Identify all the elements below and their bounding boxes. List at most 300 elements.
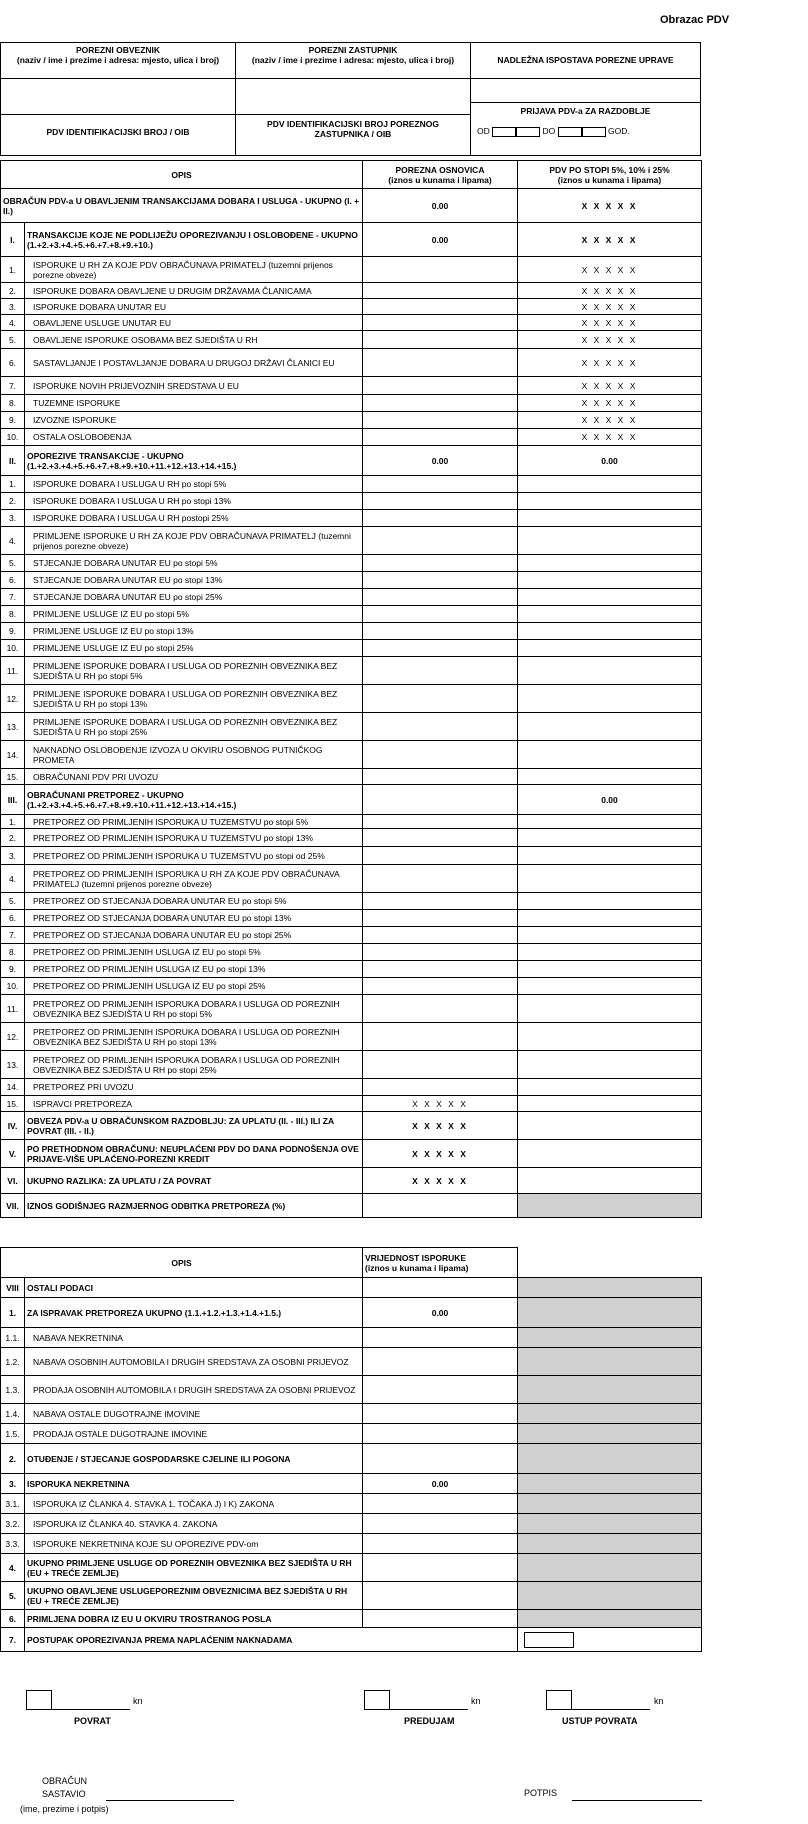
vat-amount-cell[interactable] <box>518 961 702 978</box>
table-row <box>1 847 702 865</box>
vat-amount-cell[interactable] <box>518 815 702 829</box>
table-row <box>1 1534 702 1554</box>
od-month-box[interactable] <box>516 127 540 137</box>
row-number: 6. <box>1 572 25 589</box>
table-row <box>1 927 702 944</box>
row-number: 10. <box>1 429 25 446</box>
row-number: 1.1. <box>1 1328 25 1348</box>
value-cell[interactable] <box>363 1424 518 1444</box>
row-number: 14. <box>1 1079 25 1096</box>
table-row <box>1 995 702 1023</box>
ustup-label: USTUP POVRATA <box>562 1716 638 1726</box>
vat-amount-cell[interactable] <box>518 493 702 510</box>
base-amount-cell[interactable] <box>363 283 518 299</box>
value-cell[interactable] <box>363 1582 518 1610</box>
vat-amount-cell[interactable] <box>518 685 702 713</box>
row-label: OSTALA OSLOBOĐENJA <box>25 429 363 446</box>
row-label: PRODAJA OSOBNIH AUTOMOBILA I DRUGIH SREDSTAVA ZA OSOBNI PRIJEVOZ <box>25 1376 363 1404</box>
row-label: PRIMLJENE ISPORUKE DOBARA I USLUGA OD POREZNIH OBVEZNIKA BEZ SJEDIŠTA U RH po stopi 5% <box>25 657 363 685</box>
grey-cell <box>518 1444 702 1474</box>
base-amount-cell[interactable] <box>363 785 518 815</box>
vat-amount-cell[interactable] <box>518 769 702 785</box>
grey-cell <box>518 1404 702 1424</box>
row-label: OBRAČUNANI PRETPOREZ - UKUPNO (1.+2.+3.+4.+5.+6.+7.+8.+9.+10.+11.+12.+13.+14.+15.) <box>25 785 363 815</box>
row-number: 1.3. <box>1 1376 25 1404</box>
value-cell[interactable] <box>363 1494 518 1514</box>
do-day-box[interactable] <box>558 127 582 137</box>
base-amount-cell[interactable] <box>363 510 518 527</box>
payment-method-checkbox[interactable] <box>524 1632 574 1648</box>
row-number: II. <box>1 446 25 476</box>
vat-amount-cell[interactable] <box>518 847 702 865</box>
row-label: PRETPOREZ OD PRIMLJENIH USLUGA IZ EU po stopi 5% <box>25 944 363 961</box>
table-row <box>1 589 702 606</box>
row-label: PO PRETHODNOM OBRAČUNU: NEUPLAĆENI PDV DO DANA PODNOŠENJA OVE PRIJAVE-VIŠE UPLAĆENO-POREZNI KREDIT <box>25 1140 363 1168</box>
predujam-kn: kn <box>471 1696 481 1706</box>
table-row <box>1 829 702 847</box>
base-amount-cell[interactable] <box>363 377 518 395</box>
row-label: PRETPOREZ OD PRIMLJENIH ISPORUKA DOBARA I USLUGA OD POREZNIH OBVEZNIKA BEZ SJEDIŠTA U RH po stopi 13% <box>25 1023 363 1051</box>
row-label: ISPRAVCI PRETPOREZA <box>25 1096 363 1112</box>
base-amount-cell[interactable] <box>363 589 518 606</box>
row-number: 3.3. <box>1 1534 25 1554</box>
period-fields <box>471 126 700 137</box>
table-row <box>1 623 702 640</box>
grey-cell <box>518 1610 702 1628</box>
predujam-checkbox[interactable] <box>364 1690 390 1710</box>
table-row <box>1 944 702 961</box>
row-label: NABAVA NEKRETNINA <box>25 1328 363 1348</box>
base-amount-cell[interactable] <box>363 995 518 1023</box>
base-amount-cell[interactable] <box>363 713 518 741</box>
grey-cell <box>518 1534 702 1554</box>
table-row <box>1 1514 702 1534</box>
other-data-table <box>0 1247 702 1652</box>
row-label: PRIMLJENE ISPORUKE DOBARA I USLUGA OD POREZNIH OBVEZNIKA BEZ SJEDIŠTA U RH po stopi 25% <box>25 713 363 741</box>
base-amount-cell[interactable] <box>363 769 518 785</box>
row-label: PRIMLJENE USLUGE IZ EU po stopi 25% <box>25 640 363 657</box>
grey-cell <box>518 1474 702 1494</box>
vat-amount-cell[interactable] <box>518 1079 702 1096</box>
vat-amount-cell[interactable] <box>518 640 702 657</box>
grey-cell <box>518 1298 702 1328</box>
vat-amount-cell[interactable] <box>518 657 702 685</box>
table-row <box>1 606 702 623</box>
table-row <box>1 315 702 331</box>
base-amount-cell[interactable] <box>363 1079 518 1096</box>
table-row <box>1 1298 702 1328</box>
row-number: 15. <box>1 769 25 785</box>
base-amount-cell[interactable] <box>363 829 518 847</box>
vat-amount-cell[interactable] <box>518 1168 702 1194</box>
vat-amount-cell[interactable] <box>518 572 702 589</box>
row-number: III. <box>1 785 25 815</box>
row-number: VII. <box>1 1194 25 1218</box>
row-label: OBRAČUN PDV-a U OBAVLJENIM TRANSAKCIJAMA DOBARA I USLUGA - UKUPNO (I. + II.) <box>1 189 363 223</box>
row-label: ISPORUKE DOBARA I USLUGA U RH po stopi 5% <box>25 476 363 493</box>
row-number: 10. <box>1 978 25 995</box>
table-row <box>1 349 702 377</box>
base-amount-cell[interactable] <box>363 315 518 331</box>
row-number: 11. <box>1 995 25 1023</box>
table-row <box>1 1096 702 1112</box>
row-label: PRETPOREZ OD PRIMLJENIH ISPORUKA U TUZEMSTVU po stopi od 25% <box>25 847 363 865</box>
row-label: STJECANJE DOBARA UNUTAR EU po stopi 25% <box>25 589 363 606</box>
potpis-line[interactable] <box>572 1800 702 1801</box>
row-label: OBRAČUNANI PDV PRI UVOZU <box>25 769 363 785</box>
god-label: GOD. <box>608 126 630 136</box>
tax-office-label: NADLEŽNA ISPOSTAVA POREZNE UPRAVE <box>471 43 700 79</box>
base-amount-cell[interactable] <box>363 572 518 589</box>
row-label: TUZEMNE ISPORUKE <box>25 395 363 412</box>
row-label: ISPORUKE DOBARA I USLUGA U RH postopi 25% <box>25 510 363 527</box>
vat-amount-cell[interactable] <box>518 527 702 555</box>
table-row <box>1 785 702 815</box>
base-amount-cell[interactable] <box>363 555 518 572</box>
col-empty <box>518 1248 702 1278</box>
vat-amount-cell: X X X X X <box>518 189 702 223</box>
row-label: ISPORUKA IZ ČLANKA 4. STAVKA 1. TOČAKA J) I K) ZAKONA <box>25 1494 363 1514</box>
row-number: 15. <box>1 1096 25 1112</box>
table-row <box>1 978 702 995</box>
row-number: 9. <box>1 961 25 978</box>
base-amount-cell[interactable] <box>363 349 518 377</box>
row-label: UKUPNO PRIMLJENE USLUGE OD POREZNIH OBVEZNIKA BEZ SJEDIŠTA U RH (EU + TREĆE ZEMLJE) <box>25 1554 363 1582</box>
table-row <box>1 493 702 510</box>
grey-cell <box>518 1514 702 1534</box>
row-label: PRETPOREZ OD STJECANJA DOBARA UNUTAR EU po stopi 25% <box>25 927 363 944</box>
value-cell[interactable] <box>363 1610 518 1628</box>
base-amount-cell[interactable] <box>363 910 518 927</box>
row-number: V. <box>1 1140 25 1168</box>
tax-office-field[interactable] <box>471 79 700 103</box>
base-amount-cell[interactable] <box>363 299 518 315</box>
sastavio-line[interactable] <box>106 1800 234 1801</box>
row-number: 10. <box>1 640 25 657</box>
row-number: 4. <box>1 1554 25 1582</box>
value-cell[interactable] <box>363 1554 518 1582</box>
row-label: PRETPOREZ OD PRIMLJENIH USLUGA IZ EU po stopi 13% <box>25 961 363 978</box>
representative-field[interactable] <box>236 79 471 115</box>
base-amount-cell[interactable] <box>363 944 518 961</box>
povrat-line <box>52 1709 130 1710</box>
table-row <box>1 1610 702 1628</box>
predujam-label: PREDUJAM <box>404 1716 455 1726</box>
row-label: OBAVLJENE ISPORUKE OSOBAMA BEZ SJEDIŠTA U RH <box>25 331 363 349</box>
row-label: PRETPOREZ OD PRIMLJENIH ISPORUKA DOBARA I USLUGA OD POREZNIH OBVEZNIKA BEZ SJEDIŠTA U RH po stopi 25% <box>25 1051 363 1079</box>
base-amount-cell[interactable] <box>363 493 518 510</box>
base-amount-cell[interactable] <box>363 331 518 349</box>
base-amount-cell[interactable] <box>363 865 518 893</box>
table-row <box>1 223 702 257</box>
row-number: 3. <box>1 1474 25 1494</box>
vat-amount-cell: X X X X X <box>518 299 702 315</box>
table-row <box>1 657 702 685</box>
table-row <box>1 865 702 893</box>
taxpayer-label: POREZNI OBVEZNIK (naziv / ime i prezime i adresa: mjesto, ulica i broj) <box>1 43 236 79</box>
vat-amount-cell: X X X X X <box>518 377 702 395</box>
row-number: 1.2. <box>1 1348 25 1376</box>
vat-amount-cell[interactable] <box>518 1023 702 1051</box>
grey-cell <box>518 1278 702 1298</box>
table-row <box>1 1079 702 1096</box>
value-cell[interactable] <box>363 1278 518 1298</box>
row-label: PRODAJA OSTALE DUGOTRAJNE IMOVINE <box>25 1424 363 1444</box>
row-number: 5. <box>1 555 25 572</box>
od-day-box[interactable] <box>492 127 516 137</box>
row-label: POSTUPAK OPOREZIVANJA PREMA NAPLAĆENIM NAKNADAMA <box>25 1628 518 1652</box>
table-row <box>1 527 702 555</box>
table-row <box>1 395 702 412</box>
vat-amount-cell[interactable] <box>518 995 702 1023</box>
base-amount-cell[interactable] <box>363 961 518 978</box>
base-amount-cell[interactable] <box>363 412 518 429</box>
table-row <box>1 1582 702 1610</box>
row-number: 5. <box>1 893 25 910</box>
row-label: PRETPOREZ OD PRIMLJENIH USLUGA IZ EU po stopi 25% <box>25 978 363 995</box>
vat-amount-cell[interactable] <box>518 978 702 995</box>
row-number: 4. <box>1 865 25 893</box>
base-amount-cell[interactable] <box>363 527 518 555</box>
vat-amount-cell[interactable] <box>518 476 702 493</box>
base-amount-cell[interactable] <box>363 847 518 865</box>
value-cell[interactable]: 0.00 <box>363 1298 518 1328</box>
base-amount-cell[interactable] <box>363 1051 518 1079</box>
povrat-checkbox[interactable] <box>26 1690 52 1710</box>
row-label: PRIMLJENE USLUGE IZ EU po stopi 5% <box>25 606 363 623</box>
vat-amount-cell[interactable] <box>518 741 702 769</box>
base-amount-cell[interactable] <box>363 623 518 640</box>
vat-amount-cell[interactable] <box>518 829 702 847</box>
value-cell[interactable]: 0.00 <box>363 1474 518 1494</box>
table-row <box>1 429 702 446</box>
row-label: PRETPOREZ OD PRIMLJENIH ISPORUKA DOBARA I USLUGA OD POREZNIH OBVEZNIKA BEZ SJEDIŠTA U RH po stopi 5% <box>25 995 363 1023</box>
table-row <box>1 377 702 395</box>
table-row <box>1 1404 702 1424</box>
vat-amount-cell[interactable] <box>518 1140 702 1168</box>
oib-label: PDV IDENTIFIKACIJSKI BROJ / OIB <box>1 115 236 155</box>
base-amount-cell[interactable] <box>363 657 518 685</box>
row-number: 12. <box>1 1023 25 1051</box>
vat-amount-cell: X X X X X <box>518 283 702 299</box>
base-amount-cell[interactable] <box>363 257 518 283</box>
header-block <box>0 42 701 156</box>
row-label: PRETPOREZ OD PRIMLJENIH ISPORUKA U RH ZA KOJE PDV OBRAČUNAVA PRIMATELJ (tuzemni prijenos porezne obveze) <box>25 865 363 893</box>
value-cell[interactable] <box>363 1514 518 1534</box>
vat-amount-cell: X X X X X <box>518 395 702 412</box>
row-number: 13. <box>1 1051 25 1079</box>
ustup-kn: kn <box>654 1696 664 1706</box>
base-amount-cell[interactable]: 0.00 <box>363 189 518 223</box>
table-row <box>1 1444 702 1474</box>
base-amount-cell[interactable] <box>363 476 518 493</box>
row-label: OBVEZA PDV-a U OBRAČUNSKOM RAZDOBLJU: ZA UPLATU (II. - III.) ILI ZA POVRAT (III. - II.) <box>25 1112 363 1140</box>
row-label: PRETPOREZ OD STJECANJA DOBARA UNUTAR EU po stopi 5% <box>25 893 363 910</box>
table-row <box>1 1328 702 1348</box>
table-row <box>1 510 702 527</box>
table-row <box>1 1628 702 1652</box>
table-row <box>1 640 702 657</box>
table-row <box>1 1554 702 1582</box>
vat-amount-cell[interactable] <box>518 510 702 527</box>
row-number: 11. <box>1 657 25 685</box>
row-label: ISPORUKE U RH ZA KOJE PDV OBRAČUNAVA PRIMATELJ (tuzemni prijenos porezne obveze) <box>25 257 363 283</box>
table-row <box>1 1494 702 1514</box>
vat-amount-cell[interactable] <box>518 713 702 741</box>
value-cell[interactable] <box>363 1444 518 1474</box>
base-amount-cell[interactable]: 0.00 <box>363 223 518 257</box>
row-number: 1. <box>1 257 25 283</box>
table-row <box>1 713 702 741</box>
value-cell[interactable] <box>363 1328 518 1348</box>
predujam-line <box>390 1709 468 1710</box>
row-number: 7. <box>1 589 25 606</box>
vat-amount-cell[interactable] <box>518 1051 702 1079</box>
row-label: PRIMLJENA DOBRA IZ EU U OKVIRU TROSTRANOG POSLA <box>25 1610 363 1628</box>
taxpayer-field[interactable] <box>1 79 236 115</box>
row-number: 5. <box>1 1582 25 1610</box>
table-row <box>1 1424 702 1444</box>
value-cell[interactable] <box>363 1348 518 1376</box>
value-cell[interactable] <box>363 1376 518 1404</box>
row-number: 6. <box>1 910 25 927</box>
row-label: OSTALI PODACI <box>25 1278 363 1298</box>
sastavio-label: SASTAVIO <box>42 1789 86 1799</box>
base-amount-cell[interactable] <box>363 685 518 713</box>
row-number: 8. <box>1 944 25 961</box>
grey-cell <box>518 1424 702 1444</box>
row-number: 3. <box>1 847 25 865</box>
vat-amount-cell[interactable] <box>518 1112 702 1140</box>
row-number: IV. <box>1 1112 25 1140</box>
form-title: Obrazac PDV <box>660 14 730 26</box>
row-label: PRETPOREZ OD STJECANJA DOBARA UNUTAR EU po stopi 13% <box>25 910 363 927</box>
row-label: SASTAVLJANJE I POSTAVLJANJE DOBARA U DRUGOJ DRŽAVI ČLANICI EU <box>25 349 363 377</box>
base-amount-cell[interactable] <box>363 395 518 412</box>
base-amount-cell[interactable] <box>363 429 518 446</box>
base-amount-cell[interactable] <box>363 640 518 657</box>
row-number: 2. <box>1 829 25 847</box>
vat-amount-cell[interactable] <box>518 1096 702 1112</box>
base-amount-cell[interactable] <box>363 1023 518 1051</box>
row-label: ISPORUKE DOBARA UNUTAR EU <box>25 299 363 315</box>
row-number: 14. <box>1 741 25 769</box>
vat-amount-cell[interactable] <box>518 606 702 623</box>
vat-amount-cell[interactable]: 0.00 <box>518 785 702 815</box>
table-row <box>1 685 702 713</box>
potpis-label: POTPIS <box>524 1788 558 1798</box>
row-number: 6. <box>1 349 25 377</box>
table-row <box>1 331 702 349</box>
value-cell[interactable] <box>363 1534 518 1554</box>
base-amount-cell[interactable] <box>363 927 518 944</box>
vat-amount-cell[interactable] <box>518 927 702 944</box>
row-label: STJECANJE DOBARA UNUTAR EU po stopi 5% <box>25 555 363 572</box>
vat-amount-cell: X X X X X <box>518 349 702 377</box>
table-row <box>1 189 702 223</box>
grey-cell <box>518 1348 702 1376</box>
table-row <box>1 769 702 785</box>
checkbox-cell[interactable] <box>518 1628 702 1652</box>
row-label: ISPORUKE NOVIH PRIJEVOZNIH SREDSTAVA U EU <box>25 377 363 395</box>
table-row <box>1 1348 702 1376</box>
vat-amount-cell[interactable] <box>518 589 702 606</box>
table-row <box>1 1051 702 1079</box>
row-number: 3.2. <box>1 1514 25 1534</box>
row-number: 2. <box>1 283 25 299</box>
row-label: PRETPOREZ OD PRIMLJENIH ISPORUKA U TUZEMSTVU po stopi 13% <box>25 829 363 847</box>
vat-amount-cell: X X X X X <box>518 331 702 349</box>
row-label: PRIMLJENE ISPORUKE U RH ZA KOJE PDV OBRAČUNAVA PRIMATELJ (tuzemni prijenos porezne obveze) <box>25 527 363 555</box>
do-month-box[interactable] <box>582 127 606 137</box>
base-amount-cell[interactable] <box>363 893 518 910</box>
row-label: NABAVA OSTALE DUGOTRAJNE IMOVINE <box>25 1404 363 1424</box>
base-amount-cell[interactable] <box>363 815 518 829</box>
ustup-checkbox[interactable] <box>546 1690 572 1710</box>
row-number: 7. <box>1 377 25 395</box>
row-number: VI. <box>1 1168 25 1194</box>
row-number: 8. <box>1 395 25 412</box>
table-row <box>1 893 702 910</box>
vat-amount-cell[interactable] <box>518 944 702 961</box>
row-label: OBAVLJENE USLUGE UNUTAR EU <box>25 315 363 331</box>
row-number: 1. <box>1 815 25 829</box>
col-base: POREZNA OSNOVICA (iznos u kunama i lipama) <box>363 161 518 189</box>
row-label: ZA ISPRAVAK PRETPOREZA UKUPNO (1.1.+1.2.+1.3.+1.4.+1.5.) <box>25 1298 363 1328</box>
base-amount-cell[interactable] <box>363 741 518 769</box>
value-cell[interactable] <box>363 1404 518 1424</box>
table-row <box>1 1194 702 1218</box>
base-amount-cell[interactable] <box>363 978 518 995</box>
vat-amount-cell: X X X X X <box>518 223 702 257</box>
row-label: ISPORUKE DOBARA OBAVLJENE U DRUGIM DRŽAVAMA ČLANICAMA <box>25 283 363 299</box>
table-row <box>1 741 702 769</box>
base-amount-cell: X X X X X <box>363 1140 518 1168</box>
vat-amount-cell: X X X X X <box>518 257 702 283</box>
row-label: ISPORUKA NEKRETNINA <box>25 1474 363 1494</box>
vat-amount-cell[interactable] <box>518 893 702 910</box>
table-row <box>1 476 702 493</box>
vat-amount-cell[interactable] <box>518 623 702 640</box>
base-amount-cell: X X X X X <box>363 1168 518 1194</box>
row-label: IZNOS GODIŠNJEG RAZMJERNOG ODBITKA PRETPOREZA (%) <box>25 1194 363 1218</box>
table-row <box>1 1140 702 1168</box>
table-row <box>1 572 702 589</box>
base-amount-cell[interactable] <box>363 606 518 623</box>
vat-amount-cell: X X X X X <box>518 429 702 446</box>
row-label: UKUPNO OBAVLJENE USLUGEPOREZNIM OBVEZNICIMA BEZ SJEDIŠTA U RH (EU + TREĆE ZEMLJE) <box>25 1582 363 1610</box>
row-number: 7. <box>1 927 25 944</box>
row-label: NABAVA OSOBNIH AUTOMOBILA I DRUGIH SREDSTAVA ZA OSOBNI PRIJEVOZ <box>25 1348 363 1376</box>
od-label: OD <box>477 126 490 136</box>
vat-amount-cell[interactable] <box>518 555 702 572</box>
table-row <box>1 555 702 572</box>
base-amount-cell[interactable]: 0.00 <box>363 446 518 476</box>
col-opis: OPIS <box>1 161 363 189</box>
table-row <box>1 257 702 283</box>
obracun-label: OBRAČUN <box>42 1776 88 1786</box>
table-row <box>1 1023 702 1051</box>
table-row <box>1 1112 702 1140</box>
col-vat: PDV PO STOPI 5%, 10% i 25% (iznos u kunama i lipama) <box>518 161 702 189</box>
base-amount-cell[interactable] <box>363 1194 518 1218</box>
vat-amount-cell[interactable] <box>518 865 702 893</box>
row-label: OTUĐENJE / STJECANJE GOSPODARSKE CJELINE ILI POGONA <box>25 1444 363 1474</box>
table-row <box>1 412 702 429</box>
vat-amount-cell[interactable]: 0.00 <box>518 446 702 476</box>
vat-amount-cell[interactable] <box>518 910 702 927</box>
row-number: 5. <box>1 331 25 349</box>
